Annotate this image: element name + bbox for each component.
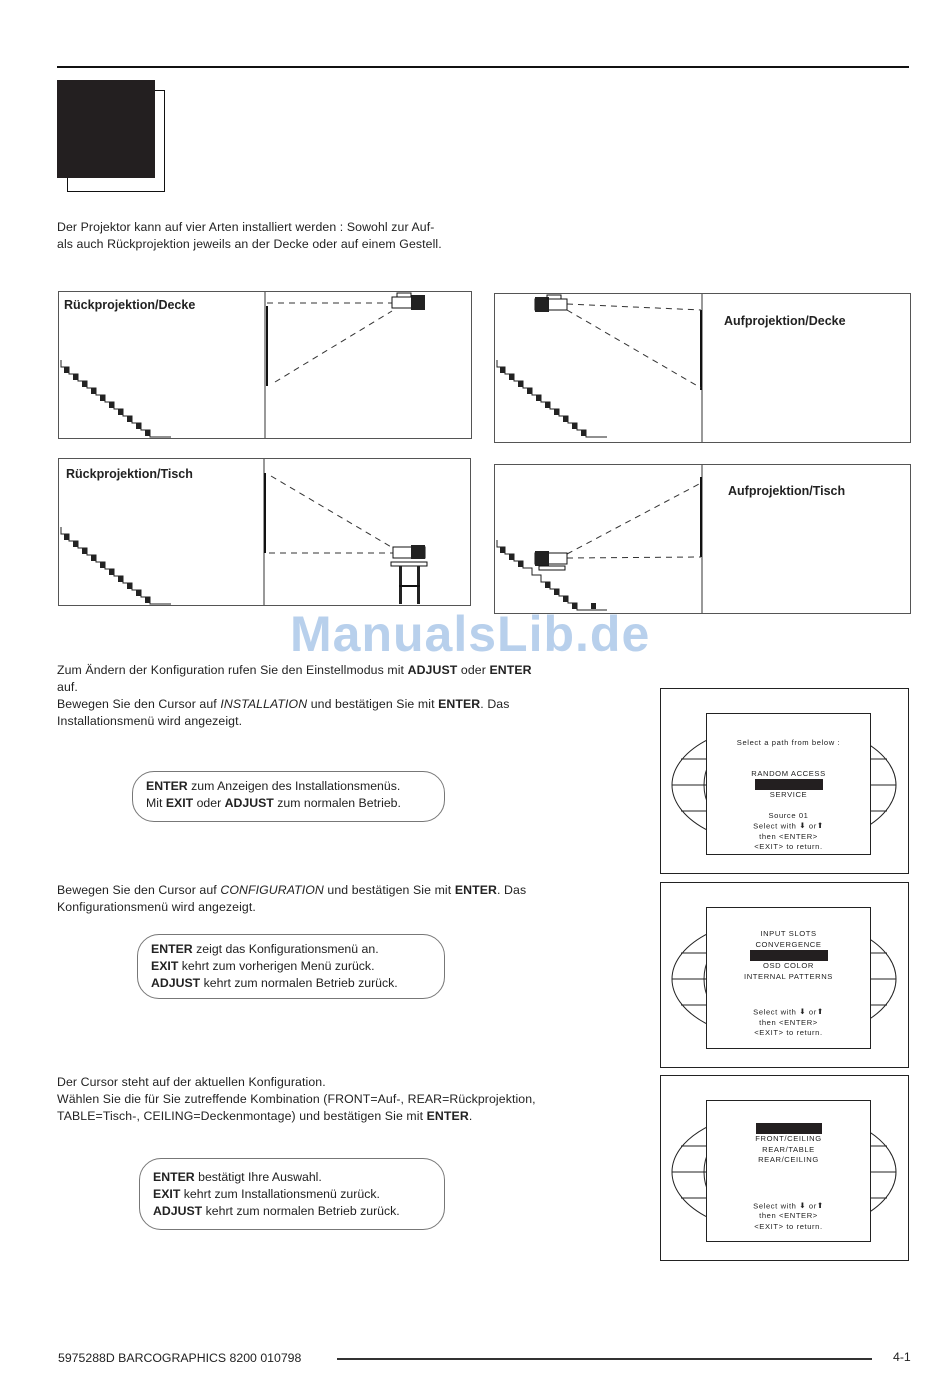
front-table-illustration <box>495 465 910 613</box>
menu1-item-service[interactable]: SERVICE <box>769 790 808 799</box>
footer-doc-id: 5975288D BARCOGRAPHICS 8200 010798 <box>58 1351 302 1365</box>
intro-line-2: als auch Rückprojektion jeweils an der Decke oder auf einem Gestell. <box>57 237 442 251</box>
menu1-source: Source 01 <box>768 810 809 820</box>
menu1-exit: <EXIT> to return. <box>754 842 823 852</box>
osd-menu-main-panel <box>706 713 871 855</box>
menu3-item-selected[interactable] <box>756 1123 822 1134</box>
arrow-up-icon: ⬆ <box>816 1007 824 1016</box>
menu2-select-hint: Select with ⬇ or⬆ <box>753 1007 824 1017</box>
menu2-item-selected[interactable] <box>750 950 828 961</box>
step1-text: Zum Ändern der Konfiguration rufen Sie den Einstellmodus mit ADJUST oder ENTER auf. Bewegen Sie den Cursor auf INSTALLATION und bestätigen Sie mit ENTER. Das Installationsmenü wird angezeigt. <box>57 663 532 728</box>
menu1-item-random-access[interactable]: RANDOM ACCESS <box>751 768 826 778</box>
step3-text: Der Cursor steht auf der aktuellen Konfiguration. Wählen Sie die für Sie zutreffende Kombination (FRONT=Auf-, REAR=Rückprojektion, TABLE=Tisch-, CEILING=Deckenmontage) und bestätigen Sie mit ENTER. <box>57 1075 536 1123</box>
menu2-exit: <EXIT> to return. <box>754 1028 823 1038</box>
label-front-ceiling: Aufprojektion/Decke <box>724 314 846 328</box>
arrow-down-icon: ⬇ <box>799 821 807 830</box>
diagram-front-table <box>494 464 911 614</box>
menu2-item-convergence[interactable]: CONVERGENCE <box>755 939 822 949</box>
arrow-up-icon: ⬆ <box>816 821 824 830</box>
menu3-select-hint: Select with ⬇ or⬆ <box>753 1200 824 1210</box>
label-front-table: Aufprojektion/Tisch <box>728 484 846 498</box>
note-1: ENTER zum Anzeigen des Installationsmenüs. Mit EXIT oder ADJUST zum normalen Betrieb. <box>132 771 445 822</box>
diagram-front-ceiling <box>494 293 911 443</box>
diagram-rear-ceiling <box>58 291 472 439</box>
menu1-title: Select a path from below : <box>736 738 841 747</box>
footer-rule <box>337 1358 872 1360</box>
top-rule <box>57 66 909 68</box>
step2-text: Bewegen Sie den Cursor auf CONFIGURATION und bestätigen Sie mit ENTER. Das Konfigurationsmenü wird angezeigt. <box>57 883 527 914</box>
osd-menu-installation <box>660 882 909 1068</box>
rear-ceiling-illustration <box>59 292 471 438</box>
osd-menu-configuration <box>660 1075 909 1261</box>
osd-menu-installation-panel <box>706 907 871 1049</box>
menu2-item-input-slots[interactable]: INPUT SLOTS <box>760 929 817 938</box>
osd-menu-configuration-panel <box>706 1100 871 1242</box>
arrow-up-icon: ⬆ <box>816 1200 824 1210</box>
label-rear-ceiling: Rückprojektion/Decke <box>64 298 196 312</box>
intro-text <box>57 219 442 253</box>
menu3-item-front-ceiling[interactable]: FRONT/CEILING <box>755 1134 822 1143</box>
front-ceiling-illustration <box>495 294 910 442</box>
arrow-down-icon: ⬇ <box>799 1200 807 1210</box>
menu3-item-rear-table[interactable]: REAR/TABLE <box>762 1144 815 1154</box>
menu1-select-hint: Select with ⬇ or⬆ <box>753 821 824 831</box>
menu1-then: then <ENTER> <box>759 831 818 841</box>
menu1-item-selected[interactable] <box>755 779 823 790</box>
label-rear-table: Rückprojektion/Tisch <box>66 467 193 481</box>
menu2-item-internal-patterns[interactable]: INTERNAL PATTERNS <box>744 971 833 981</box>
intro-line-1: Der Projektor kann auf vier Arten installiert werden : Sowohl zur Auf- <box>57 220 435 234</box>
arrow-down-icon: ⬇ <box>799 1007 807 1016</box>
watermark: ManualsLib.de <box>290 606 651 662</box>
note-3: ENTER bestätigt Ihre Auswahl. EXIT kehrt zum Installationsmenü zurück. ADJUST kehrt zum normalen Betrieb zurück. <box>139 1158 445 1230</box>
menu2-item-osd-color[interactable]: OSD COLOR <box>763 961 814 970</box>
menu3-exit: <EXIT> to return. <box>754 1221 823 1231</box>
osd-menu-main <box>660 688 909 874</box>
diagram-rear-table <box>58 458 471 606</box>
note-2: ENTER zeigt das Konfigurationsmenü an. EXIT kehrt zum vorherigen Menü zurück. ADJUST kehrt zum normalen Betrieb zurück. <box>137 934 445 999</box>
menu3-item-rear-ceiling[interactable]: REAR/CEILING <box>758 1155 819 1164</box>
menu2-then: then <ENTER> <box>759 1017 818 1027</box>
menu3-then: then <ENTER> <box>759 1211 818 1221</box>
chapter-box <box>57 80 155 178</box>
page-number: 4-1 <box>893 1350 911 1364</box>
